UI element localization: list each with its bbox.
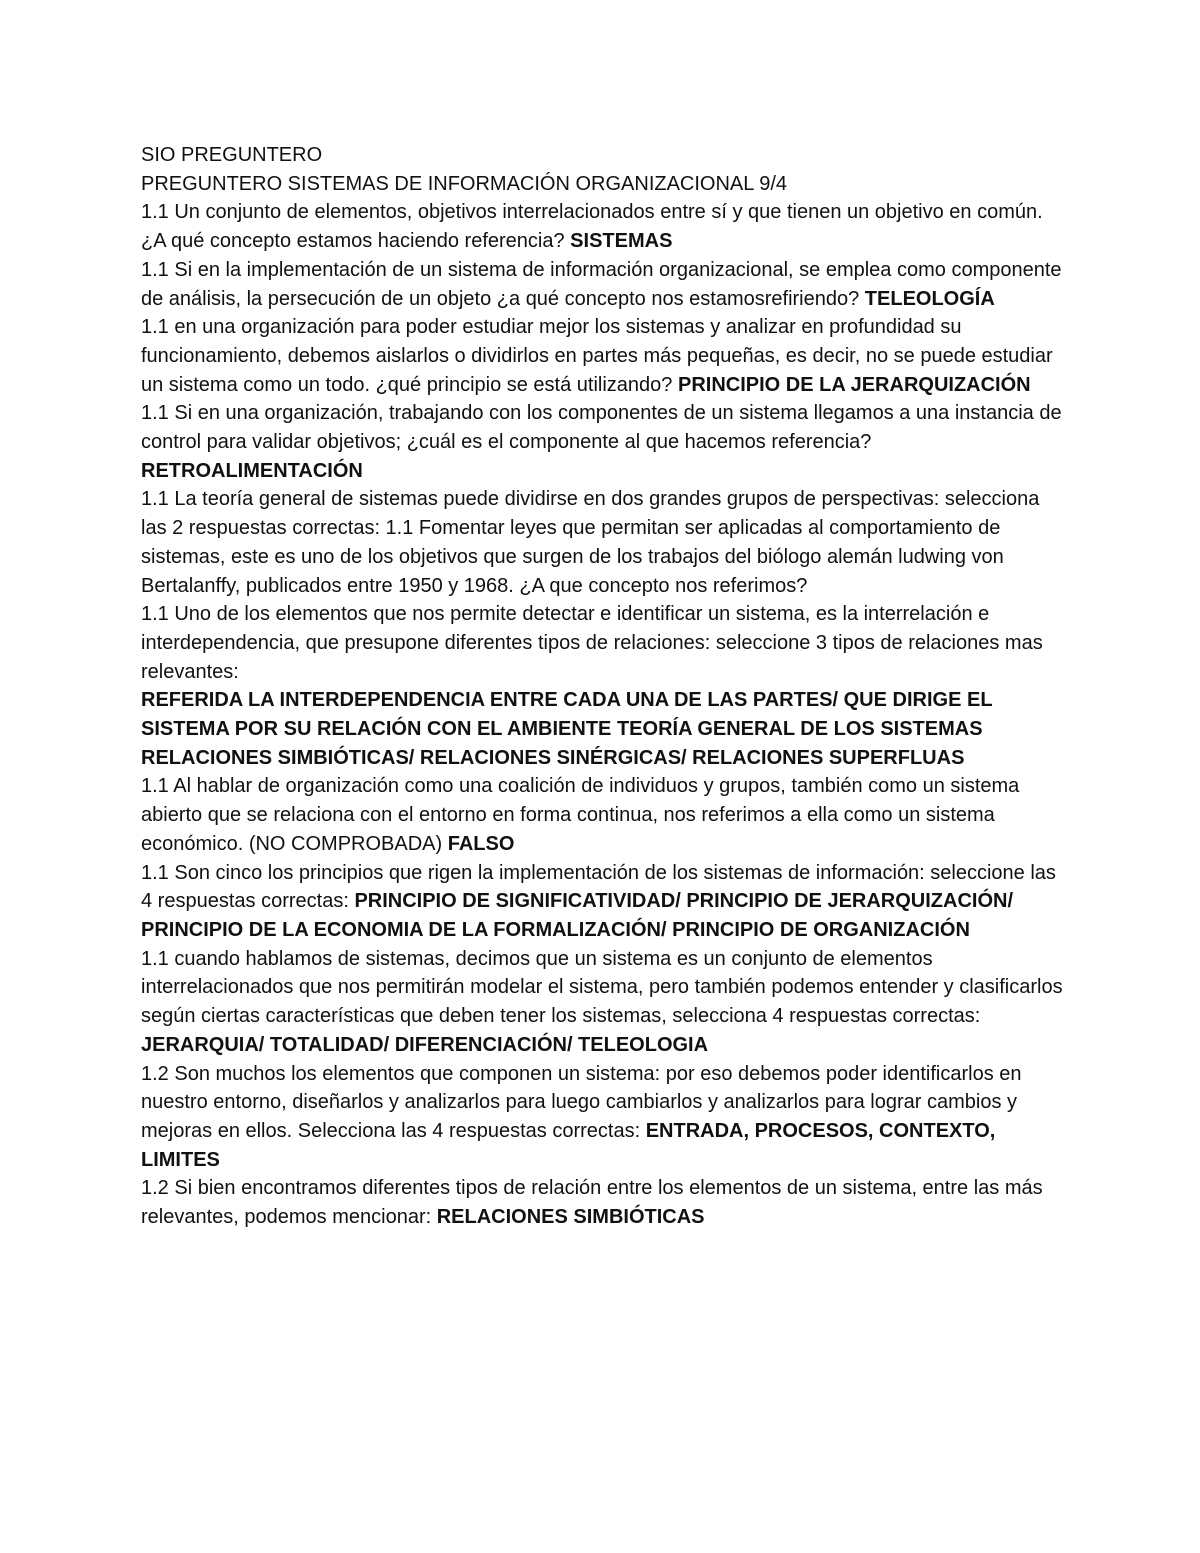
question-text: 1.1 en una organización para poder estudiar mejor los sistemas y analizar en profundidad su funcionamiento, debemos aislarlos o dividirlos en partes más pequeñas, es decir, no se puede estudiar un sistema como un todo. ¿qué principio se está utilizando?: [141, 316, 1053, 396]
question-item: [141, 859, 1066, 945]
question-item: [141, 256, 1066, 313]
answer-text: REFERIDA LA INTERDEPENDENCIA ENTRE CADA UNA DE LAS PARTES/ QUE DIRIGE EL SISTEMA POR SU RELACIÓN CON EL AMBIENTE TEORÍA GENERAL DE LOS SISTEMAS RELACIONES SIMBIÓTICAS/ RELACIONES SINÉRGICAS/ RELACIONES SUPERFLUAS: [141, 689, 993, 769]
answer-text: RELACIONES SIMBIÓTICAS: [436, 1206, 705, 1229]
question-item: [141, 600, 1066, 686]
question-item: [141, 1174, 1066, 1231]
answer-text: PRINCIPIO DE SIGNIFICATIVIDAD/ PRINCIPIO DE JERARQUIZACIÓN/ PRINCIPIO DE LA ECONOMIA DE LA FORMALIZACIÓN/ PRINCIPIO DE ORGANIZACIÓN: [141, 890, 1014, 941]
question-item: [141, 399, 1066, 485]
question-item: [141, 313, 1066, 399]
question-text: 1.1 Son cinco los principios que rigen la implementación de los sistemas de información: seleccione las 4 respuestas correctas:: [141, 861, 1056, 913]
document-body: [141, 141, 1066, 1232]
question-item: [141, 1060, 1066, 1175]
answer-text: FALSO: [447, 832, 515, 855]
question-text: 1.1 Al hablar de organización como una coalición de individuos y grupos, también como un sistema abierto que se relaciona con el entorno en forma continua, nos referimos a ella como un sistema económico. (NO COMPROBADA): [141, 775, 1020, 855]
question-text: 1.1 La teoría general de sistemas puede dividirse en dos grandes grupos de perspectivas: selecciona las 2 respuestas correctas: 1.1 Fomentar leyes que permitan ser aplicadas al comportamiento de sistemas, este es uno de los objetivos que surgen de los trabajos del biólogo alemán ludwing von Bertalanffy, publicados entre 1950 y 1968. ¿A que concepto nos referimos?: [141, 488, 1040, 597]
question-item: [141, 198, 1066, 255]
question-item: [141, 945, 1066, 1060]
answer-text: TELEOLOGÍA: [864, 287, 995, 310]
question-text: 1.1 Un conjunto de elementos, objetivos interrelacionados entre sí y que tienen un objetivo en común. ¿A qué concepto estamos haciendo referencia?: [141, 201, 1043, 253]
question-text: 1.2 Son muchos los elementos que componen un sistema: por eso debemos poder identificarlos en nuestro entorno, diseñarlos y analizarlos para luego cambiarlos y analizarlos para lograr cambios y mejoras en ellos. Selecciona las 4 respuestas correctas:: [141, 1062, 1022, 1142]
question-text: 1.1 Si en una organización, trabajando con los componentes de un sistema llegamos a una instancia de control para validar objetivos; ¿cuál es el componente al que hacemos referencia?: [141, 402, 1062, 454]
question-item: [141, 772, 1066, 858]
question-text: 1.1 Si en la implementación de un sistema de información organizacional, se emplea como componente de análisis, la persecución de un objeto ¿a qué concepto nos estamosrefiriendo?: [141, 258, 1062, 310]
answer-block: [141, 686, 1066, 772]
answer-text: PRINCIPIO DE LA JERARQUIZACIÓN: [677, 373, 1031, 396]
answer-text: JERARQUIA/ TOTALIDAD/ DIFERENCIACIÓN/ TELEOLOGIA: [141, 1033, 709, 1056]
question-text: 1.1 cuando hablamos de sistemas, decimos que un sistema es un conjunto de elementos interrelacionados que nos permitirán modelar el sistema, pero también podemos entender y clasificarlos según ciertas características que deben tener los sistemas, selecciona 4 respuestas correctas:: [141, 947, 1063, 1028]
question-text: 1.2 Si bien encontramos diferentes tipos de relación entre los elementos de un sistema, entre las más relevantes, podemos mencionar:: [141, 1177, 1043, 1229]
document-subtitle: PREGUNTERO SISTEMAS DE INFORMACIÓN ORGANIZACIONAL 9/4: [141, 172, 788, 195]
answer-text: ENTRADA, PROCESOS, CONTEXTO, LIMITES: [141, 1119, 996, 1171]
answer-text: RETROALIMENTACIÓN: [141, 459, 363, 482]
question-text: 1.1 Uno de los elementos que nos permite detectar e identificar un sistema, es la interrelación e interdependencia, que presupone diferentes tipos de relaciones: seleccione 3 tipos de relaciones mas relevantes:: [141, 603, 1043, 683]
answer-text: SISTEMAS: [570, 230, 673, 253]
question-item: [141, 485, 1066, 600]
document-title: SIO PREGUNTERO: [141, 144, 323, 166]
